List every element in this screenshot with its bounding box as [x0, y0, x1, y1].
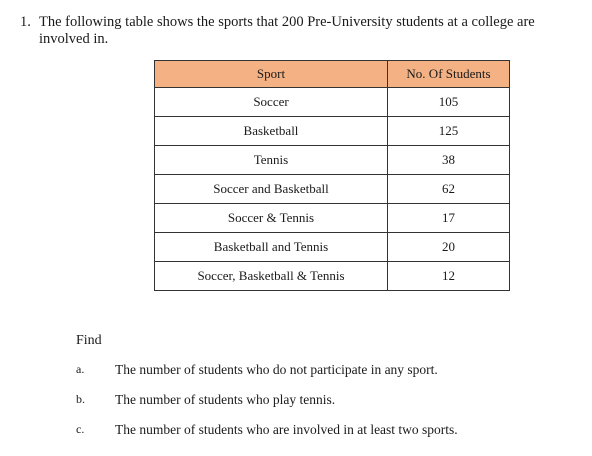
- part-letter: a.: [76, 362, 85, 376]
- count-cell: 125: [388, 117, 510, 146]
- table-row: [155, 233, 510, 262]
- count-cell: 38: [388, 146, 510, 175]
- question-number: 1.: [20, 14, 31, 30]
- table-row: [155, 117, 510, 146]
- find-label: Find: [76, 333, 102, 348]
- sports-table: [154, 60, 510, 291]
- question-1: [20, 14, 580, 48]
- part-text: The number of students who do not participate in any sport.: [115, 362, 438, 377]
- sport-cell: Soccer, Basketball & Tennis: [155, 262, 388, 291]
- question-text: The following table shows the sports that 200 Pre-University students at a college are involved in.: [39, 14, 535, 47]
- table-row: [155, 262, 510, 291]
- sport-cell: Tennis: [155, 146, 388, 175]
- sport-cell: Soccer & Tennis: [155, 204, 388, 233]
- sport-cell: Basketball: [155, 117, 388, 146]
- count-cell: 17: [388, 204, 510, 233]
- count-cell: 20: [388, 233, 510, 262]
- count-cell: 12: [388, 262, 510, 291]
- sport-cell: Soccer: [155, 88, 388, 117]
- header-students: No. Of Students: [388, 61, 510, 88]
- count-cell: 62: [388, 175, 510, 204]
- sport-cell: Basketball and Tennis: [155, 233, 388, 262]
- part-text: The number of students who are involved in at least two sports.: [115, 422, 458, 437]
- table-header-row: [155, 61, 510, 88]
- part-letter: b.: [76, 392, 85, 406]
- header-sport: Sport: [155, 61, 388, 88]
- sport-cell: Soccer and Basketball: [155, 175, 388, 204]
- table-row: [155, 175, 510, 204]
- part-text: The number of students who play tennis.: [115, 392, 336, 407]
- table-row: [155, 88, 510, 117]
- count-cell: 105: [388, 88, 510, 117]
- table-row: [155, 204, 510, 233]
- table-row: [155, 146, 510, 175]
- part-letter: c.: [76, 422, 85, 436]
